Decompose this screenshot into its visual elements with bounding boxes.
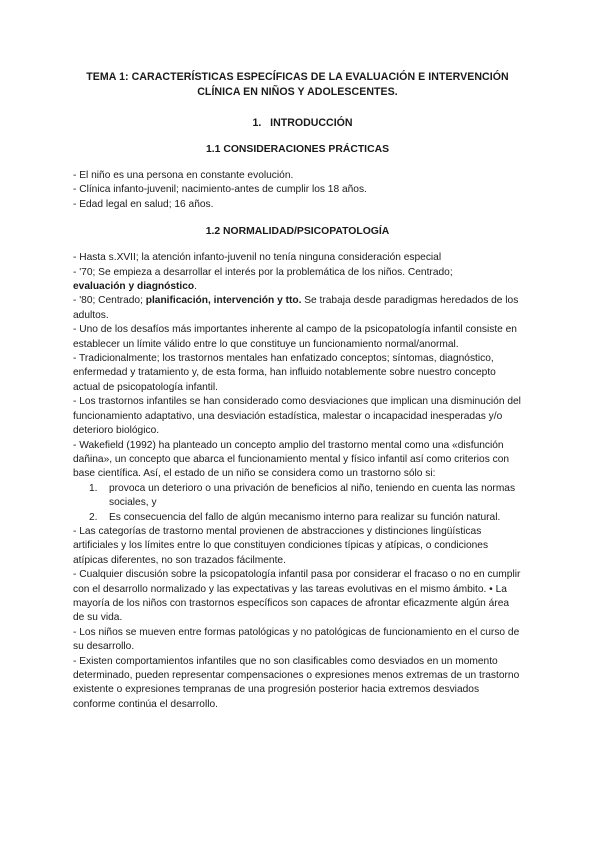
paragraph-wakefield: - Wakefield (1992) ha planteado un concepto amplio del trastorno mental como una «disfunción dañina», un concepto que abarca el funcionamiento mental y físico infantil así como criterios con base científica. Así, el estado de un niño se considera como un trastorno sólo si: <box>73 439 510 480</box>
wakefield-criteria-list <box>73 482 522 525</box>
subsection-1-1-heading: 1.1 CONSIDERACIONES PRÁCTICAS <box>205 144 390 155</box>
paragraph-infant-disorders: - Los trastornos infantiles se han considerado como desviaciones que implican una disminución del funcionamiento adaptativo, una desviación estadística, malestar o incapacidad inesperadas y/o deterioro biológico. <box>73 396 521 437</box>
paragraph-behaviours: - Existen comportamientos infantiles que no son clasificables como desviados en un momento determinado, pueden representar compensaciones o expresiones menos extremas de un trastorno existente o expresiones tempranas de una progresión posterior hacia extremos desviados conforme continúa el desarrollo. <box>73 655 520 710</box>
paragraph-history: - Hasta s.XVII; la atención infanto-juvenil no tenía ninguna consideración especial <box>73 252 442 264</box>
paragraph-70s-end: . <box>194 281 197 293</box>
list-item <box>73 511 522 525</box>
consideration-item: - Clínica infanto-juvenil; nacimiento-antes de cumplir los 18 años. <box>73 184 367 196</box>
list-item-text: provoca un deterioro o una privación de beneficios al niño, teniendo en cuenta las normas sociales, y <box>109 482 516 509</box>
section-1-number: 1. <box>252 117 262 129</box>
section-1-title: INTRODUCCIÓN <box>270 117 353 129</box>
paragraph-70s-bold: evaluación y diagnóstico <box>73 281 195 293</box>
paragraph-80s <box>73 294 522 323</box>
title-line-1: TEMA 1: CARACTERÍSTICAS ESPECÍFICAS DE LA EVALUACIÓN E INTERVENCIÓN <box>86 71 509 83</box>
list-item-number: 2. <box>89 511 98 523</box>
paragraph-80s-post: Se trabaja desde paradigmas heredados de los adultos. <box>73 295 519 321</box>
paragraph-70s <box>73 266 522 295</box>
consideration-item: - Edad legal en salud; 16 años. <box>73 198 214 210</box>
normality-body <box>73 251 522 712</box>
list-item-text: Es consecuencia del fallo de algún mecanismo interno para realizar su función natural. <box>109 511 501 523</box>
consideration-item: - El niño es una persona en constante evolución. <box>73 170 294 181</box>
paragraph-challenges: - Uno de los desafíos más importantes inherente al campo de la psicopatología infantil consiste en establecer un límite válido entre lo que constituye un funcionamiento normal/anormal. <box>73 324 517 350</box>
paragraph-80s-bold: planificación, intervención y tto. <box>145 295 302 307</box>
document-title <box>73 70 522 99</box>
paragraph-traditional: - Tradicionalmente; los trastornos mentales han enfatizado conceptos; síntomas, diagnóstico, enfermedad y tratamiento y, de esta forma, han influido notablemente sobre nuestro concepto actual de psicopatología infantil. <box>73 353 496 393</box>
paragraph-80s-pre: - '80; Centrado; <box>73 295 146 307</box>
list-item <box>73 482 522 511</box>
subsection-1-2-heading: 1.2 NORMALIDAD/PSICOPATOLOGÍA <box>205 226 390 238</box>
paragraph-categories: - Las categorías de trastorno mental provienen de abstracciones y distinciones lingüísticas artificiales y los límites entre lo que constituyen condiciones típicas y atípicas, o condiciones atípicas diferentes, no son trazados fácilmente. <box>73 525 489 566</box>
considerations-list <box>73 169 522 212</box>
section-1-heading <box>83 116 522 130</box>
paragraph-children-move: - Los niños se mueven entre formas patológicas y no patológicas de funcionamiento en el curso de su desarrollo. <box>73 626 520 653</box>
paragraph-70s-text: - '70; Se empieza a desarrollar el interés por la problemática de los niños. Centrado; <box>73 266 453 278</box>
title-line-2: CLÍNICA EN NIÑOS Y ADOLESCENTES. <box>197 85 398 98</box>
list-item-number: 1. <box>89 482 98 494</box>
paragraph-discussion: - Cualquier discusión sobre la psicopatología infantil pasa por considerar el fracaso o no en cumplir con el desarrollo normalizado y las expectativas y las tareas evolutivas en el mismo ámbito. • La mayoría de los niños con trastornos específicos son capaces de afrontar eficazmente algún área de su vida. <box>73 569 521 624</box>
